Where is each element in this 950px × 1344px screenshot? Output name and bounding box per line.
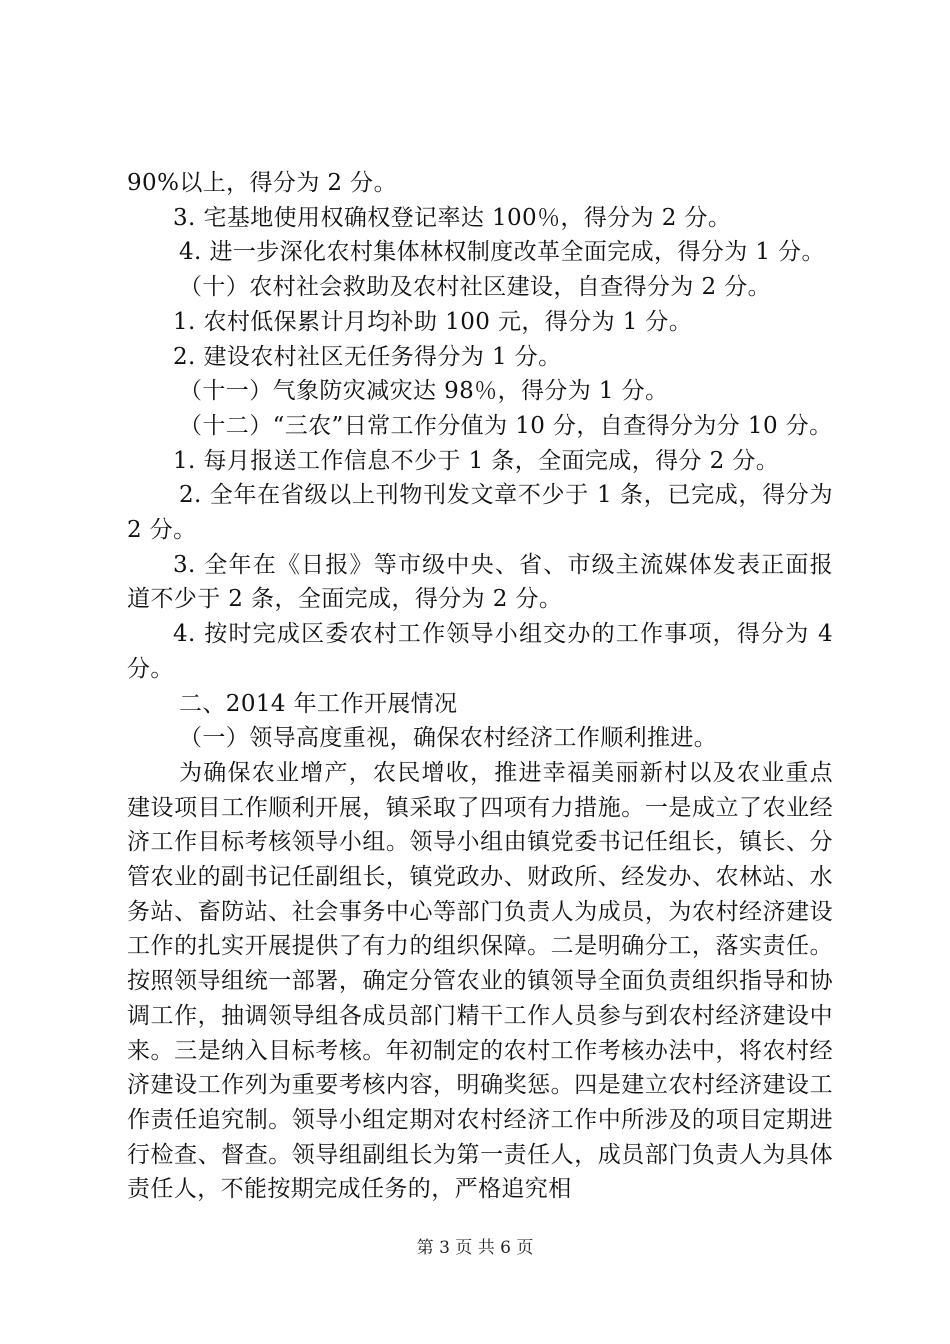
paragraph-item-4: 4. 进一步深化农村集体林权制度改革全面完成，得分为 1 分。 bbox=[179, 239, 825, 266]
page-number-footer: 第 3 页 共 6 页 bbox=[416, 1238, 534, 1258]
document-body bbox=[127, 166, 833, 1207]
subsection-heading-1: （一）领导高度重视，确保农村经济工作顺利推进。 bbox=[179, 725, 718, 752]
paragraph-item-1: 1. 每月报送工作信息不少于 1 条，全面完成，得分 2 分。 bbox=[173, 447, 780, 474]
body-paragraph: 为确保农业增产，农民增收，推进幸福美丽新村以及农业重点建设项目工作顺利开展，镇采取了四项有力措施。一是成立了农业经济工作目标考核领导小组。领导小组由镇党委书记任组长，镇长、分管农业的副书记任副组长，镇党政办、财政所、经发办、农林站、水务站、畜防站、社会事务中心等部门负责人为成员，为农村经济建设工作的扎实开展提供了有力的组织保障。二是明确分工，落实责任。按照领导组统一部署，确定分管农业的镇领导全面负责组织指导和协调工作，抽调领导组各成员部门精干工作人员参与到农村经济建设中来。三是纳入目标考核。年初制定的农村工作考核办法中，将农村经济建设工作列为重要考核内容，明确奖惩。四是建立农村经济建设工作责任追究制。领导小组定期对农村经济工作中所涉及的项目定期进行检查、督查。领导组副组长为第一责任人，成员部门负责人为具体责任人，不能按期完成任务的，严格追究相 bbox=[127, 759, 833, 1203]
paragraph-section-12: （十二）“三农”日常工作分值为 10 分，自查得分为分 10 分。 bbox=[179, 412, 833, 439]
paragraph-continuation: 90%以上，得分为 2 分。 bbox=[127, 170, 397, 196]
paragraph-item-3: 3. 全年在《日报》等市级中央、省、市级主流媒体发表正面报道不少于 2 条，全面完成，得分为 2 分。 bbox=[127, 551, 833, 613]
paragraph-item-3: 3. 宅基地使用权确权登记率达 100％，得分为 2 分。 bbox=[173, 204, 732, 231]
paragraph-section-11: （十一）气象防灾减灾达 98％，得分为 1 分。 bbox=[179, 378, 669, 405]
paragraph-item-2: 2. 建设农村社区无任务得分为 1 分。 bbox=[173, 343, 562, 370]
section-heading-2014: 二、2014 年工作开展情况 bbox=[179, 690, 458, 717]
paragraph-section-10: （十）农村社会救助及农村社区建设，自查得分为 2 分。 bbox=[179, 274, 772, 301]
paragraph-item-2: 2. 全年在省级以上刊物刊发文章不少于 1 条，已完成，得分为 2 分。 bbox=[127, 482, 833, 544]
paragraph-item-4: 4. 按时完成区委农村工作领导小组交办的工作事项，得分为 4 分。 bbox=[127, 621, 833, 682]
paragraph-item-1: 1. 农村低保累计月均补助 100 元，得分为 1 分。 bbox=[173, 308, 693, 335]
